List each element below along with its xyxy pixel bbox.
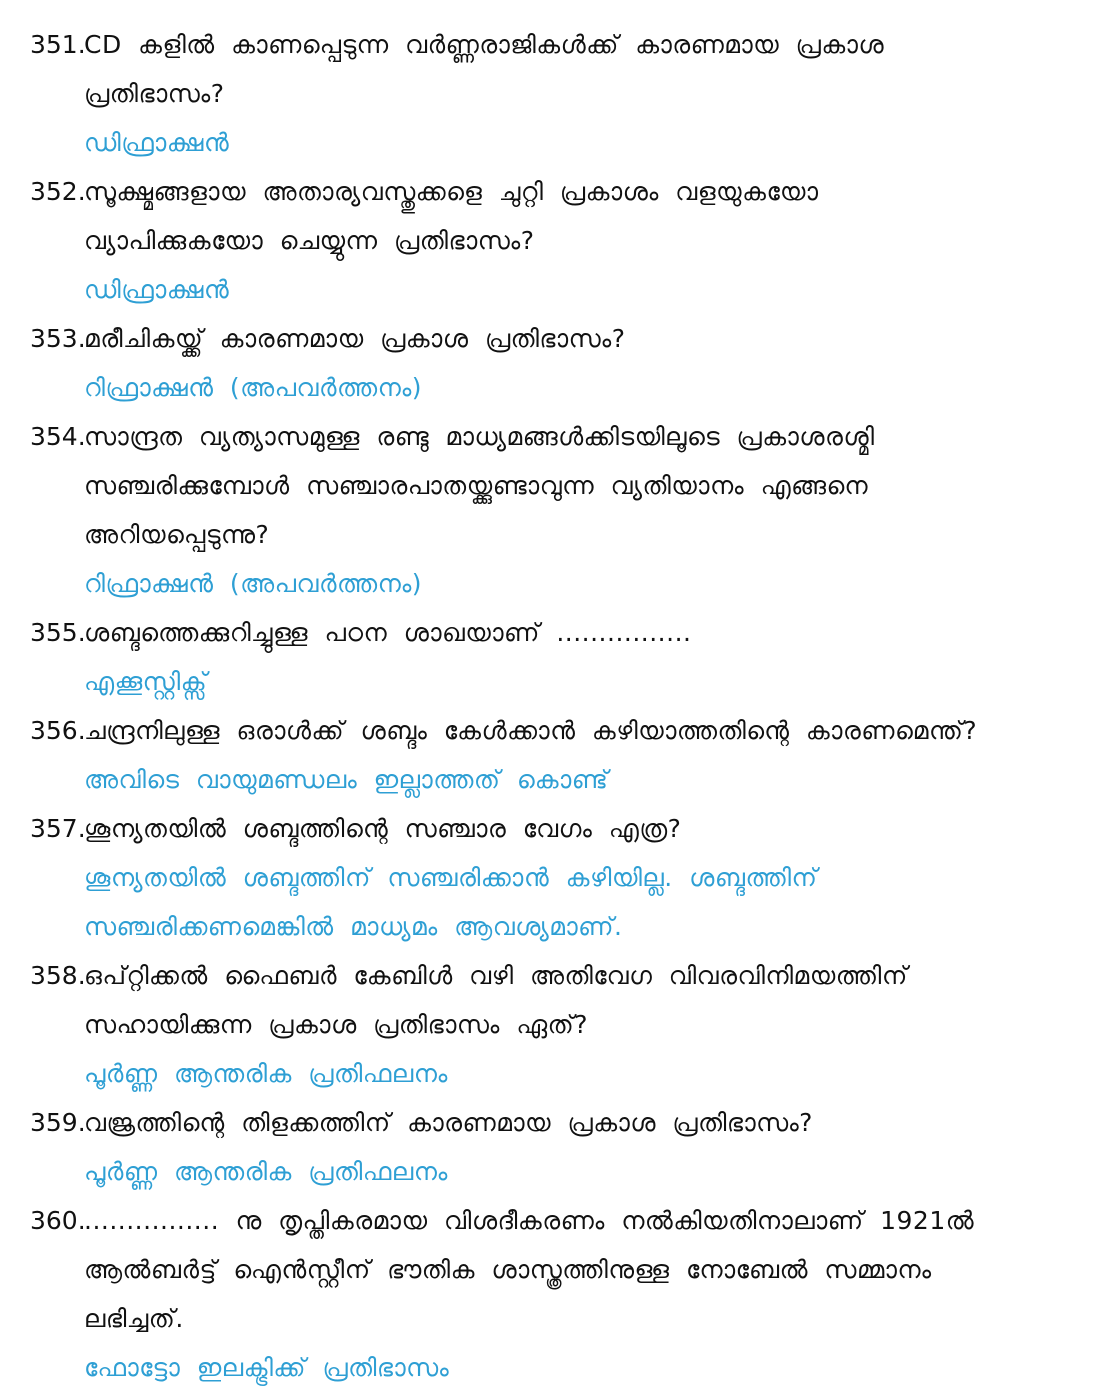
question-line: ശബ്ദത്തെക്കുറിച്ചുള്ള പഠന ശാഖയാണ് ................ xyxy=(84,618,692,647)
question-line: വ്യാപിക്കുകയോ ചെയ്യുന്ന പ്രതിഭാസം? xyxy=(84,226,535,255)
question-number: 355. xyxy=(30,618,86,647)
question-line: ശൂന്യതയിൽ ശബ്ദത്തിന്റെ സഞ്ചാര വേഗം എത്ര? xyxy=(84,814,682,843)
question-line: വജ്രത്തിന്റെ തിളക്കത്തിന് കാരണമായ പ്രകാശ പ്രതിഭാസം? xyxy=(84,1108,813,1137)
question-line: അറിയപ്പെടുന്നു? xyxy=(84,520,270,549)
question-number: 353. xyxy=(30,324,86,353)
question-line: CD കളിൽ കാണപ്പെടുന്ന വർണ്ണരാജികൾക്ക് കാരണമായ പ്രകാശ xyxy=(84,30,885,59)
question-line: ലഭിച്ചത്. xyxy=(84,1304,184,1333)
question-line: സൂക്ഷ്മങ്ങളായ അതാര്യവസ്തുക്കളെ ചുറ്റി പ്രകാശം വളയുകയോ xyxy=(84,177,819,206)
question-line: സഹായിക്കുന്ന പ്രകാശ പ്രതിഭാസം ഏത്? xyxy=(84,1010,588,1039)
question-number: 357. xyxy=(30,814,86,843)
question-line: പ്രതിഭാസം? xyxy=(84,79,225,108)
question-number: 359. xyxy=(30,1108,86,1137)
answer-line: എക്കൂസ്റ്റിക്സ് xyxy=(84,667,208,696)
answer-line: റിഫ്രാക്ഷൻ (അപവർത്തനം) xyxy=(84,569,423,598)
question-number: 354. xyxy=(30,422,86,451)
question-number: 358. xyxy=(30,961,86,990)
answer-line: പൂർണ്ണ ആന്തരിക പ്രതിഫലനം xyxy=(84,1059,448,1088)
question-line: ഒപ്റ്റിക്കൽ ഫൈബർ കേബിൾ വഴി അതിവേഗ വിവരവിനിമയത്തിന് xyxy=(84,961,908,990)
answer-line: ഡിഫ്രാക്ഷൻ xyxy=(84,128,230,157)
question-line: ................ നു തൃപ്തികരമായ വിശദീകരണം നൽകിയതിനാലാണ് 1921ൽ xyxy=(84,1206,975,1235)
answer-line: ഫോട്ടോ ഇലക്ട്രിക്ക് പ്രതിഭാസം xyxy=(84,1353,450,1382)
answer-line: ശൂന്യതയിൽ ശബ്ദത്തിന് സഞ്ചരിക്കാൻ കഴിയില്ല. ശബ്ദത്തിന് xyxy=(84,863,818,892)
question-number: 360. xyxy=(30,1206,86,1235)
question-number: 356. xyxy=(30,716,86,745)
answer-line: റിഫ്രാക്ഷൻ (അപവർത്തനം) xyxy=(84,373,423,402)
answer-line: ഡിഫ്രാക്ഷൻ xyxy=(84,275,230,304)
answer-line: പൂർണ്ണ ആന്തരിക പ്രതിഫലനം xyxy=(84,1157,448,1186)
question-line: ചന്ദ്രനിലുള്ള ഒരാൾക്ക് ശബ്ദം കേൾക്കാൻ കഴിയാത്തതിന്റെ കാരണമെന്ത്? xyxy=(84,716,978,745)
question-line: സാന്ദ്രത വ്യത്യാസമുള്ള രണ്ടു മാധ്യമങ്ങൾക്കിടയിലൂടെ പ്രകാശരശ്മി xyxy=(84,422,875,451)
question-line: മരീചികയ്ക്ക് കാരണമായ പ്രകാശ പ്രതിഭാസം? xyxy=(84,324,626,353)
answer-line: അവിടെ വായുമണ്ഡലം ഇല്ലാത്തത് കൊണ്ട് xyxy=(84,765,609,794)
question-number: 352. xyxy=(30,177,86,206)
answer-line: സഞ്ചരിക്കണമെങ്കിൽ മാധ്യമം ആവശ്യമാണ്. xyxy=(84,912,623,941)
question-line: ആൽബർട്ട് ഐൻസ്റ്റീന് ഭൗതിക ശാസ്ത്രത്തിനുള്ള നോബേൽ സമ്മാനം xyxy=(84,1255,932,1284)
question-line: സഞ്ചരിക്കുമ്പോൾ സഞ്ചാരപാതയ്ക്കുണ്ടാവുന്ന വ്യതിയാനം എങ്ങനെ xyxy=(84,471,869,500)
question-number: 351. xyxy=(30,30,86,59)
